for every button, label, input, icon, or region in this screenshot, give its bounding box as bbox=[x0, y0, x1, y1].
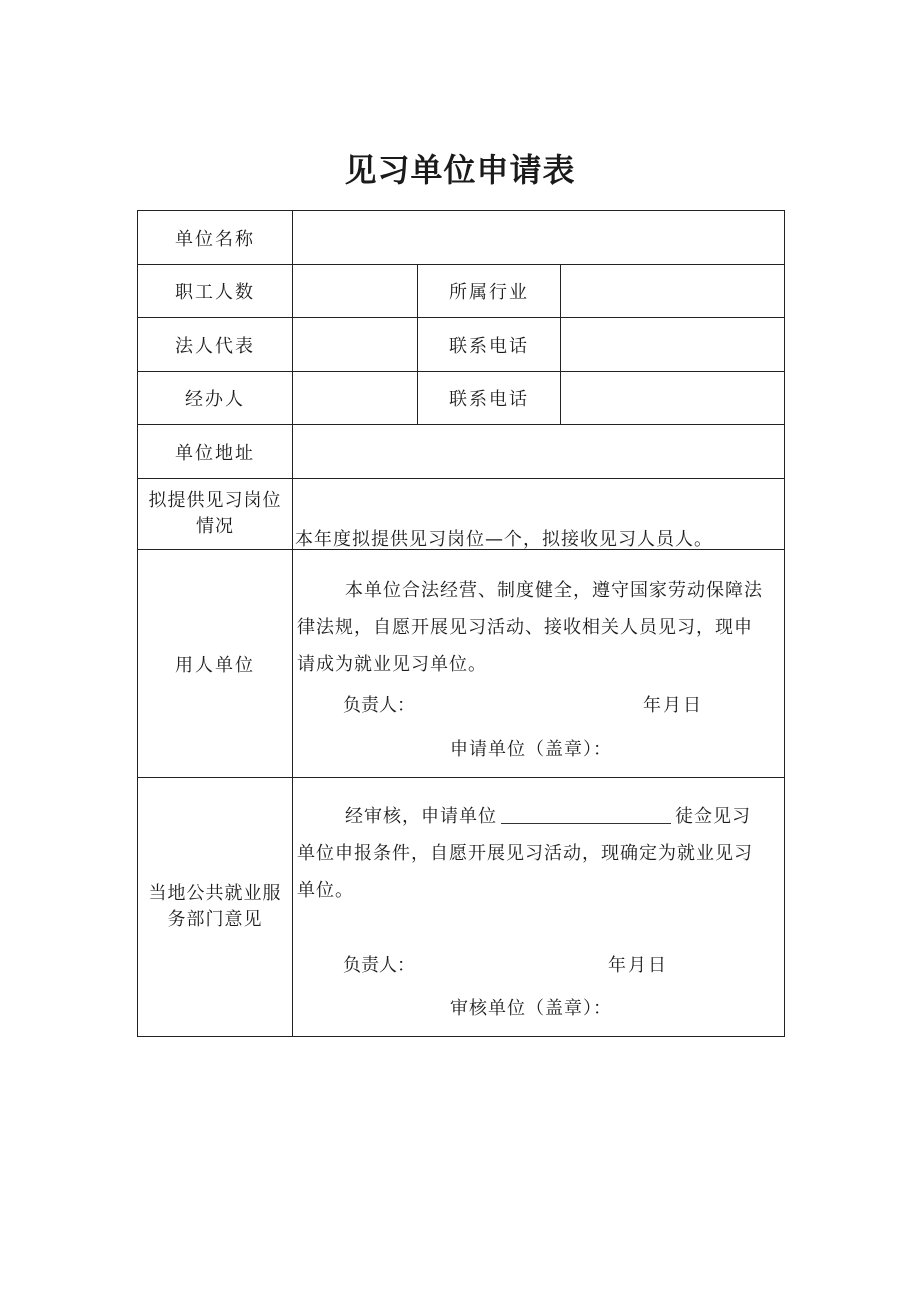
row-review bbox=[138, 778, 785, 1037]
legal-rep-field[interactable] bbox=[293, 318, 418, 372]
review-label bbox=[138, 778, 293, 1037]
employer-responsible-label: 负责人： bbox=[343, 695, 415, 716]
application-form-table bbox=[137, 210, 785, 1037]
positions-text: 本年度拟提供见习岗位—个，拟接收见习人员人。 bbox=[295, 529, 713, 550]
phone-label-1: 联系电话 bbox=[418, 318, 561, 372]
row-employer bbox=[138, 550, 785, 778]
phone-field-2[interactable] bbox=[561, 372, 785, 425]
positions-field[interactable] bbox=[293, 479, 785, 550]
employer-statement-line3: 请成为就业见习单位。 bbox=[297, 654, 487, 675]
address-label: 单位地址 bbox=[138, 425, 293, 479]
review-text-part1: 经审核，申请单位 bbox=[345, 806, 497, 827]
page-title: 见习单位申请表 bbox=[344, 151, 576, 189]
review-label-line1: 当地公共就业服 bbox=[148, 883, 282, 904]
review-date-label: 年月日 bbox=[608, 955, 668, 976]
unit-name-field[interactable] bbox=[293, 211, 785, 265]
applicant-blank-line[interactable] bbox=[501, 805, 671, 824]
row-positions bbox=[138, 479, 785, 550]
row-legal-rep bbox=[138, 318, 785, 372]
row-unit-name bbox=[138, 211, 785, 265]
employer-statement-line2: 律法规，自愿开展见习活动、接收相关人员见习，现申 bbox=[297, 617, 753, 638]
review-opinion-cell bbox=[293, 778, 785, 1037]
industry-label: 所属行业 bbox=[418, 265, 561, 318]
row-address bbox=[138, 425, 785, 479]
employer-statement-line1: 本单位合法经营、制度健全，遵守国家劳动保障法 bbox=[345, 580, 763, 601]
review-stamp-label: 审核单位（盖章）： bbox=[450, 998, 612, 1019]
review-opinion bbox=[297, 798, 780, 909]
phone-field-1[interactable] bbox=[561, 318, 785, 372]
employer-stamp-label: 申请单位（盖章）： bbox=[450, 739, 612, 760]
row-staff-industry bbox=[138, 265, 785, 318]
review-label-line2: 务部门意见 bbox=[167, 909, 263, 930]
phone-label-2: 联系电话 bbox=[418, 372, 561, 425]
industry-field[interactable] bbox=[561, 265, 785, 318]
staff-count-field[interactable] bbox=[293, 265, 418, 318]
row-handler bbox=[138, 372, 785, 425]
staff-count-label: 职工人数 bbox=[138, 265, 293, 318]
handler-label: 经办人 bbox=[138, 372, 293, 425]
employer-statement-cell bbox=[293, 550, 785, 778]
positions-label-line2: 情况 bbox=[196, 516, 234, 537]
legal-rep-label: 法人代表 bbox=[138, 318, 293, 372]
employer-date-label: 年月日 bbox=[643, 695, 703, 716]
handler-field[interactable] bbox=[293, 372, 418, 425]
employer-statement bbox=[297, 572, 780, 683]
review-text-line2: 单位申报条件，自愿开展见习活动，现确定为就业见习 bbox=[297, 843, 753, 864]
positions-label bbox=[138, 479, 293, 550]
address-field[interactable] bbox=[293, 425, 785, 479]
review-text-line3: 单位。 bbox=[297, 880, 354, 901]
positions-label-line1: 拟提供见习岗位 bbox=[148, 490, 282, 511]
employer-label: 用人单位 bbox=[138, 550, 293, 778]
unit-name-label: 单位名称 bbox=[138, 211, 293, 265]
review-responsible-label: 负责人： bbox=[343, 955, 415, 976]
review-text-part2: 徒佥见习 bbox=[675, 806, 751, 827]
